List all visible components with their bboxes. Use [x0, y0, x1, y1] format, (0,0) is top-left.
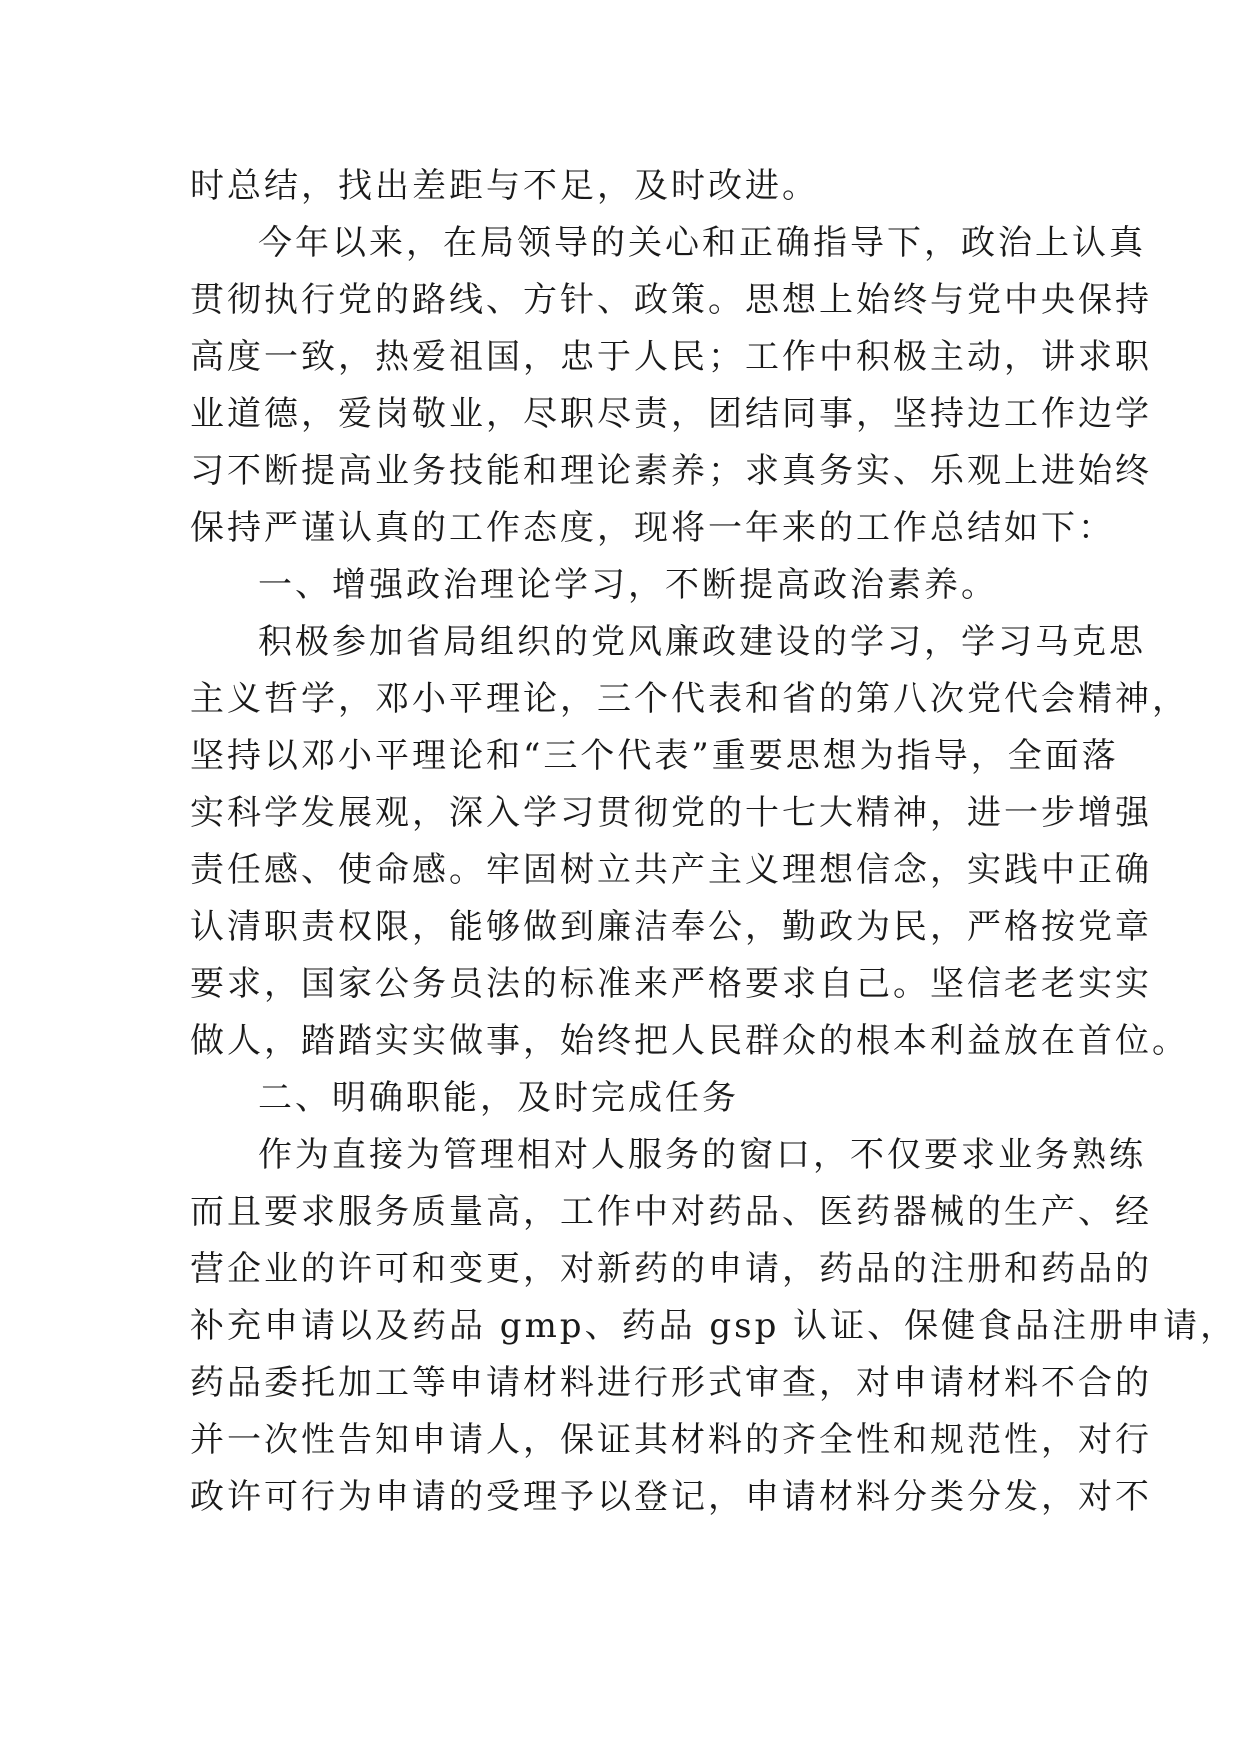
text-line: 贯彻执行党的路线、方针、政策。思想上始终与党中央保持	[190, 280, 1152, 320]
text-line: 并一次性告知申请人，保证其材料的齐全性和规范性，对行	[190, 1420, 1152, 1460]
text-line: 保持严谨认真的工作态度，现将一年来的工作总结如下：	[190, 508, 1115, 548]
text-line: 补充申请以及药品 gmp、药品 gsp 认证、保健食品注册申请，	[190, 1306, 1238, 1346]
text-line: 实科学发展观，深入学习贯彻党的十七大精神，进一步增强	[190, 793, 1152, 833]
text-line: 业道德，爱岗敬业，尽职尽责，团结同事，坚持边工作边学	[190, 394, 1152, 434]
text-line: 积极参加省局组织的党风廉政建设的学习，学习马克思	[258, 622, 1146, 662]
text-line: 坚持以邓小平理论和“三个代表”重要思想为指导，全面落	[190, 736, 1119, 776]
text-line: 一、增强政治理论学习，不断提高政治素养。	[258, 565, 998, 605]
text-line: 时总结，找出差距与不足，及时改进。	[190, 166, 819, 206]
text-line: 二、明确职能，及时完成任务	[258, 1078, 739, 1118]
text-line: 主义哲学，邓小平理论，三个代表和省的第八次党代会精神，	[190, 679, 1189, 719]
text-line: 今年以来，在局领导的关心和正确指导下，政治上认真	[258, 223, 1146, 263]
text-line: 高度一致，热爱祖国，忠于人民；工作中积极主动，讲求职	[190, 337, 1152, 377]
text-line: 药品委托加工等申请材料进行形式审查，对申请材料不合的	[190, 1363, 1152, 1403]
text-line: 习不断提高业务技能和理论素养；求真务实、乐观上进始终	[190, 451, 1152, 491]
text-line: 要求，国家公务员法的标准来严格要求自己。坚信老老实实	[190, 964, 1152, 1004]
text-line: 认清职责权限，能够做到廉洁奉公，勤政为民，严格按党章	[190, 907, 1152, 947]
text-line: 做人，踏踏实实做事，始终把人民群众的根本利益放在首位。	[190, 1021, 1189, 1061]
document-body	[190, 158, 1238, 1526]
text-line: 责任感、使命感。牢固树立共产主义理想信念，实践中正确	[190, 850, 1152, 890]
text-line: 作为直接为管理相对人服务的窗口，不仅要求业务熟练	[258, 1135, 1146, 1175]
text-line: 营企业的许可和变更，对新药的申请，药品的注册和药品的	[190, 1249, 1152, 1289]
text-line: 而且要求服务质量高，工作中对药品、医药器械的生产、经	[190, 1192, 1152, 1232]
text-line: 政许可行为申请的受理予以登记，申请材料分类分发，对不	[190, 1477, 1152, 1517]
